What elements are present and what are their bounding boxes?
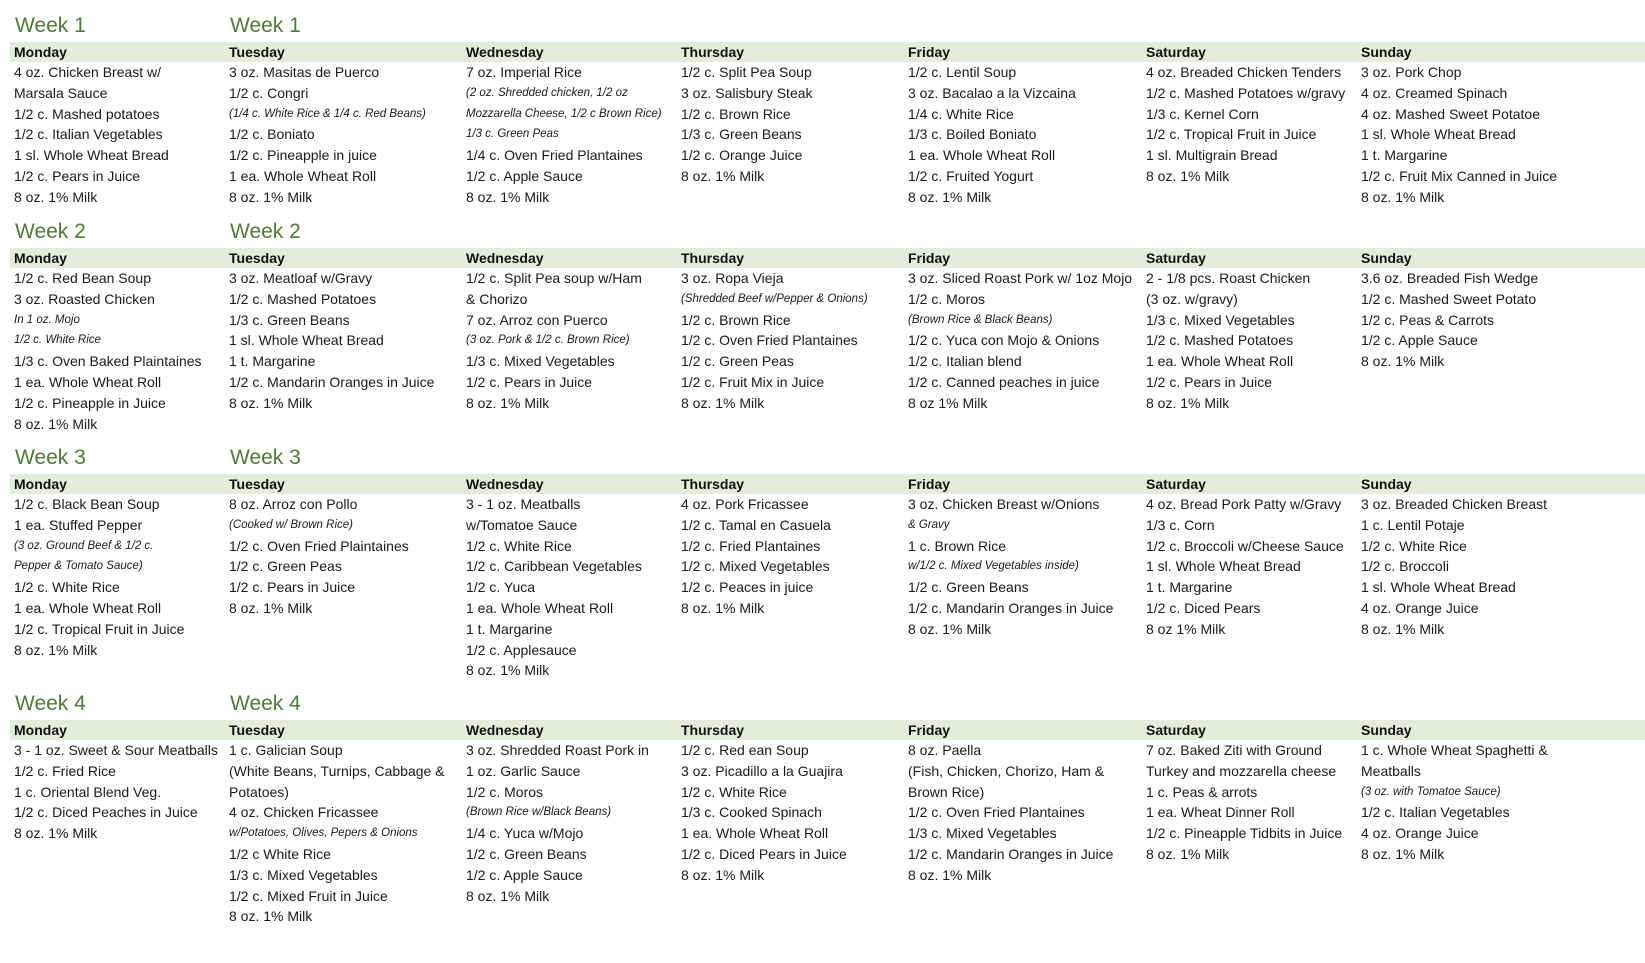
menu-item: 1/3 c. Green Beans — [229, 311, 350, 328]
day-name-friday: Friday — [908, 476, 951, 492]
menu-item: 1/3 c. Mixed Vegetables — [229, 866, 378, 883]
day-name-friday: Friday — [908, 722, 951, 738]
menu-item: (1/4 c. White Rice & 1/4 c. Red Beans) — [229, 107, 426, 120]
menu-item: 1/2 c. White Rice — [14, 334, 101, 347]
menu-item: (Brown Rice & Black Beans) — [908, 313, 1053, 326]
menu-item: 1/2 c. Mixed Fruit in Juice — [229, 887, 388, 904]
menu-item: 1/3 c. Mixed Vegetables — [466, 353, 615, 370]
menu-item: 1 t. Margarine — [1361, 147, 1448, 164]
menu-item: 7 oz. Baked Ziti with Ground — [1146, 742, 1322, 758]
week-label: Week 1 — [15, 14, 86, 37]
menu-item: 1/2 c. Pineapple in Juice — [14, 394, 166, 411]
week-label: Week 3 — [15, 446, 86, 469]
menu-item: 1/4 c. White Rice — [908, 105, 1014, 122]
day-name-tuesday: Tuesday — [229, 250, 285, 266]
day-name-friday: Friday — [908, 44, 951, 60]
menu-item: 1/2 c. Green Peas — [229, 558, 342, 575]
menu-item: 1/2 c. Mashed Potatoes — [229, 290, 377, 307]
menu-item: 8 oz. 1% Milk — [229, 908, 313, 925]
menu-item: Pepper & Tomato Sauce) — [14, 560, 143, 573]
menu-item: 1 c. Galician Soup — [229, 742, 343, 758]
menu-item: 1/2 c. Yuca con Mojo & Onions — [908, 332, 1100, 349]
menu-item: 1/2 c. Mashed Sweet Potato — [1361, 290, 1537, 307]
day-name-sunday: Sunday — [1361, 476, 1412, 492]
menu-item: 1/2 c. Tropical Fruit in Juice — [14, 620, 185, 637]
menu-item: 4 oz. Creamed Spinach — [1361, 84, 1508, 101]
menu-item: (White Beans, Turnips, Cabbage & — [229, 762, 445, 779]
menu-item: 4 oz. Bread Pork Patty w/Gravy — [1146, 496, 1342, 512]
day-name-sunday: Sunday — [1361, 250, 1412, 266]
menu-item: 1 ea. Whole Wheat Roll — [1146, 353, 1294, 370]
menu-item: 3 oz. Breaded Chicken Breast — [1361, 496, 1547, 512]
menu-item: 1/2 c. Black Bean Soup — [14, 496, 160, 512]
day-name-wednesday: Wednesday — [466, 250, 544, 266]
menu-item: 1/2 c. Italian Vegetables — [14, 126, 163, 143]
menu-item: 1/2 c. Tropical Fruit in Juice — [1146, 126, 1317, 143]
menu-item: 1/2 c. Split Pea Soup — [681, 64, 812, 80]
menu-item: 1/2 c. Pineapple in juice — [229, 147, 377, 164]
menu-item: 8 oz. 1% Milk — [229, 188, 313, 205]
menu-item: 3 - 1 oz. Sweet & Sour Meatballs — [14, 742, 218, 758]
menu-item: 1 c. Whole Wheat Spaghetti & — [1361, 742, 1548, 758]
menu-item: 1/3 c. Boiled Boniato — [908, 126, 1037, 143]
day-name-thursday: Thursday — [681, 44, 745, 60]
menu-item: 4 oz. Orange Juice — [1361, 825, 1479, 842]
day-name-tuesday: Tuesday — [229, 476, 285, 492]
menu-item: (3 oz. with Tomatoe Sauce) — [1361, 785, 1501, 798]
menu-item: & Gravy — [908, 518, 950, 531]
menu-item: 8 oz. 1% Milk — [908, 620, 992, 637]
menu-item: 3 oz. Ropa Vieja — [681, 270, 784, 286]
menu-item: 1/4 c. Yuca w/Mojo — [466, 825, 584, 842]
menu-item: Marsala Sauce — [14, 84, 108, 101]
menu-item: 1/2 c. Diced Pears in Juice — [681, 846, 847, 862]
menu-item: 1 sl. Whole Wheat Bread — [1146, 558, 1301, 575]
menu-item: 1/2 c. Fried Rice — [14, 762, 116, 779]
menu-item: 8 oz. 1% Milk — [466, 394, 550, 411]
day-name-wednesday: Wednesday — [466, 476, 544, 492]
menu-item: 8 oz. 1% Milk — [14, 188, 98, 205]
week-label: Week 2 — [230, 220, 301, 243]
menu-item: 3 oz. Sliced Roast Pork w/ 1oz Mojo — [908, 270, 1133, 286]
day-name-thursday: Thursday — [681, 250, 745, 266]
menu-item: 8 oz. 1% Milk — [681, 600, 765, 616]
menu-item: 8 oz. 1% Milk — [681, 866, 765, 883]
day-name-thursday: Thursday — [681, 476, 745, 492]
menu-item: 1/2 c. Diced Peaches in Juice — [14, 804, 198, 821]
menu-item: 1/2 c. Mashed Potatoes — [1146, 332, 1294, 349]
menu-item: (2 oz. Shredded chicken, 1/2 oz — [466, 86, 628, 99]
menu-item: 7 oz. Imperial Rice — [466, 64, 582, 80]
day-name-wednesday: Wednesday — [466, 722, 544, 738]
menu-item: 8 oz. 1% Milk — [466, 662, 550, 679]
menu-item: 3 oz. Chicken Breast w/Onions — [908, 496, 1100, 512]
menu-item: 8 oz. 1% Milk — [681, 168, 765, 184]
menu-item: 3 oz. Shredded Roast Pork in — [466, 742, 649, 758]
menu-item: 1/2 c. White Rice — [1361, 537, 1467, 554]
menu-item: 4 oz. Mashed Sweet Potatoe — [1361, 105, 1540, 122]
menu-item: 1/3 c. Oven Baked Plaintaines — [14, 353, 202, 370]
day-name-saturday: Saturday — [1146, 722, 1206, 738]
menu-item: 1/2 c. White Rice — [681, 783, 787, 800]
menu-item: 1/2 c. Fruit Mix Canned in Juice — [1361, 168, 1558, 184]
menu-item: 1 ea. Stuffed Pepper — [14, 516, 143, 533]
menu-item: 8 oz. 1% Milk — [14, 415, 98, 432]
menu-item: w/Tomatoe Sauce — [466, 516, 578, 533]
day-name-tuesday: Tuesday — [229, 44, 285, 60]
menu-item: 8 oz. 1% Milk — [14, 825, 98, 842]
menu-item: (Cooked w/ Brown Rice) — [229, 518, 353, 531]
menu-item: 3 - 1 oz. Meatballs — [466, 496, 581, 512]
menu-item: 1 c. Peas & arrots — [1146, 783, 1258, 800]
menu-item: 8 oz. 1% Milk — [1361, 353, 1445, 370]
menu-item: 1/2 c. Fried Plantaines — [681, 537, 821, 554]
menu-item: 8 oz. 1% Milk — [466, 188, 550, 205]
week-label: Week 3 — [230, 446, 301, 469]
menu-item: 1/4 c. Oven Fried Plantaines — [466, 147, 643, 164]
menu-item: 1/2 c. Green Beans — [908, 579, 1029, 596]
menu-item: 1/2 c. Peas & Carrots — [1361, 311, 1495, 328]
menu-item: 1 ea. Whole Wheat Roll — [14, 374, 162, 390]
menu-item: 8 oz. 1% Milk — [466, 887, 550, 904]
day-name-monday: Monday — [14, 476, 67, 492]
menu-item: 1/2 c. Red Bean Soup — [14, 270, 151, 286]
menu-item: 1/2 c. Mashed potatoes — [14, 105, 160, 122]
menu-item: 1/2 c. Diced Pears — [1146, 600, 1261, 616]
menu-item: Potatoes) — [229, 783, 289, 800]
menu-item: 1/2 c. Green Peas — [681, 353, 794, 370]
menu-item: 1/2 c. Pears in Juice — [1146, 374, 1273, 390]
menu-item: 1 sl. Whole Wheat Bread — [14, 147, 169, 164]
menu-item: 1/2 c. Boniato — [229, 126, 315, 143]
menu-item: 1/2 c. Italian Vegetables — [1361, 804, 1510, 821]
menu-item: 1/2 c. Pears in Juice — [229, 579, 356, 596]
menu-item: 1/3 c. Mixed Vegetables — [908, 825, 1057, 842]
menu-item: 8 oz. 1% Milk — [681, 394, 765, 411]
menu-item: 8 oz. 1% Milk — [1146, 168, 1230, 184]
menu-item: 3 oz. Picadillo a la Guajira — [681, 762, 843, 779]
menu-item: 1 c. Lentil Potaje — [1361, 516, 1465, 533]
menu-item: 1/2 c. Split Pea soup w/Ham — [466, 270, 642, 286]
menu-item: 1 ea. Whole Wheat Roll — [466, 600, 614, 616]
menu-item: 1/2 c. Broccoli w/Cheese Sauce — [1146, 537, 1344, 554]
menu-item: 1/2 c. Caribbean Vegetables — [466, 558, 642, 575]
menu-item: 1 ea. Wheat Dinner Roll — [1146, 804, 1295, 821]
week-label: Week 4 — [15, 692, 86, 715]
menu-item: 1/2 c. Tamal en Casuela — [681, 516, 831, 533]
day-name-sunday: Sunday — [1361, 722, 1412, 738]
menu-item: 1/3 c. Corn — [1146, 516, 1215, 533]
menu-item: 8 oz. Arroz con Pollo — [229, 496, 358, 512]
menu-item: 4 oz. Orange Juice — [1361, 600, 1479, 616]
menu-item: 8 oz. 1% Milk — [229, 600, 313, 616]
menu-item: 1/2 c. Pears in Juice — [14, 168, 141, 184]
menu-item: 1/2 c. Apple Sauce — [466, 168, 583, 184]
menu-item: 1/2 c. Oven Fried Plaintaines — [229, 537, 409, 554]
menu-item: 1/2 c. White Rice — [466, 537, 572, 554]
menu-item: 7 oz. Arroz con Puerco — [466, 311, 608, 328]
menu-item: (Shredded Beef w/Pepper & Onions) — [681, 292, 868, 305]
day-name-monday: Monday — [14, 722, 67, 738]
menu-item: 1/2 c. Green Beans — [466, 846, 587, 862]
day-name-sunday: Sunday — [1361, 44, 1412, 60]
menu-item: 3.6 oz. Breaded Fish Wedge — [1361, 270, 1539, 286]
menu-item: 1/3 c. Green Peas — [466, 128, 559, 141]
menu-item: 1/2 c. Yuca — [466, 579, 536, 596]
menu-item: 1 sl. Whole Wheat Bread — [1361, 579, 1516, 596]
menu-item: 3 oz. Meatloaf w/Gravy — [229, 270, 373, 286]
menu-item: 1/2 c. Moros — [466, 783, 544, 800]
menu-item: 1/2 c. Mandarin Oranges in Juice — [908, 600, 1114, 616]
menu-item: 8 oz. 1% Milk — [14, 641, 98, 658]
menu-item: 1/2 c White Rice — [229, 846, 331, 862]
menu-item: w/1/2 c. Mixed Vegetables inside) — [908, 560, 1079, 573]
menu-item: 1/3 c. Mixed Vegetables — [1146, 311, 1295, 328]
menu-item: w/Potatoes, Olives, Pepers & Onions — [229, 827, 418, 840]
menu-item: 1/2 c. Lentil Soup — [908, 64, 1017, 80]
menu-item: 1/2 c. Pineapple Tidbits in Juice — [1146, 825, 1343, 842]
day-name-wednesday: Wednesday — [466, 44, 544, 60]
day-name-saturday: Saturday — [1146, 476, 1206, 492]
menu-item: 1/2 c. Red ean Soup — [681, 742, 809, 758]
week-label: Week 1 — [230, 14, 301, 37]
menu-item: 1/2 c. Oven Fried Plantaines — [681, 332, 858, 349]
menu-item: 1/3 c. Green Beans — [681, 126, 802, 143]
menu-item: Meatballs — [1361, 762, 1421, 779]
menu-item: 1/2 c. White Rice — [14, 579, 120, 596]
week-label: Week 2 — [15, 220, 86, 243]
menu-item: 1/2 c. Apple Sauce — [466, 866, 583, 883]
menu-item: 1 sl. Whole Wheat Bread — [229, 332, 384, 349]
menu-item: 1 t. Margarine — [1146, 579, 1233, 596]
menu-item: 4 oz. Pork Fricassee — [681, 496, 809, 512]
menu-item: (3 oz. w/gravy) — [1146, 290, 1238, 307]
menu-item: 4 oz. Chicken Fricassee — [229, 804, 379, 821]
menu-item: 3 oz. Roasted Chicken — [14, 290, 155, 307]
menu-item: 1/2 c. Brown Rice — [681, 311, 791, 328]
menu-item: Brown Rice) — [908, 783, 985, 800]
menu-item: 1/3 c. Cooked Spinach — [681, 804, 822, 821]
menu-item: 1/2 c. Mixed Vegetables — [681, 558, 830, 575]
menu-item: 1 sl. Multigrain Bread — [1146, 147, 1278, 164]
menu-item: 3 oz. Bacalao a la Vizcaina — [908, 84, 1076, 101]
menu-item: (Fish, Chicken, Chorizo, Ham & — [908, 762, 1105, 779]
day-name-thursday: Thursday — [681, 722, 745, 738]
menu-item: 1 t. Margarine — [229, 353, 316, 370]
menu-item: 8 oz. 1% Milk — [1361, 620, 1445, 637]
day-name-monday: Monday — [14, 250, 67, 266]
menu-item: 4 oz. Breaded Chicken Tenders — [1146, 64, 1342, 80]
menu-item: 1/3 c. Kernel Corn — [1146, 105, 1259, 122]
menu-item: 3 oz. Masitas de Puerco — [229, 64, 380, 80]
menu-item: 8 oz. 1% Milk — [229, 394, 313, 411]
menu-item: 1/2 c. Italian blend — [908, 353, 1022, 370]
menu-item: 1/2 c. Mandarin Oranges in Juice — [229, 374, 435, 390]
menu-item: 8 oz 1% Milk — [1146, 620, 1226, 637]
menu-item: 1/2 c. Pears in Juice — [466, 374, 593, 390]
menu-item: 1/2 c. Orange Juice — [681, 147, 803, 164]
day-name-saturday: Saturday — [1146, 250, 1206, 266]
menu-item: 8 oz. 1% Milk — [1146, 394, 1230, 411]
menu-item: & Chorizo — [466, 290, 528, 307]
menu-item: (3 oz. Ground Beef & 1/2 c. — [14, 539, 154, 552]
menu-item: 2 - 1/8 pcs. Roast Chicken — [1146, 270, 1311, 286]
menu-item: 1/2 c. Brown Rice — [681, 105, 791, 122]
menu-item: 8 oz. 1% Milk — [1361, 846, 1445, 862]
menu-item: 1 ea. Whole Wheat Roll — [14, 600, 162, 616]
menu-item: 8 oz 1% Milk — [908, 394, 988, 411]
menu-item: 1 c. Oriental Blend Veg. — [14, 783, 162, 800]
menu-item: 1/2 c. Moros — [908, 290, 986, 307]
day-name-monday: Monday — [14, 44, 67, 60]
menu-item: 1/2 c. Broccoli — [1361, 558, 1449, 575]
menu-item: 1/2 c. Applesauce — [466, 641, 577, 658]
menu-item: 1 ea. Whole Wheat Roll — [229, 168, 377, 184]
menu-item: 1 t. Margarine — [466, 620, 553, 637]
menu-item: 8 oz. 1% Milk — [1361, 188, 1445, 205]
menu-item: 1/2 c. Fruited Yogurt — [908, 168, 1034, 184]
week-label: Week 4 — [230, 692, 301, 715]
menu-item: 1 ea. Whole Wheat Roll — [681, 825, 829, 842]
menu-item: (3 oz. Pork & 1/2 c. Brown Rice) — [466, 334, 630, 347]
menu-item: 8 oz. 1% Milk — [908, 866, 992, 883]
menu-item: Turkey and mozzarella cheese — [1146, 762, 1337, 779]
menu-item: 1/2 c. Mashed Potatoes w/gravy — [1146, 84, 1346, 101]
menu-item: 1 oz. Garlic Sauce — [466, 762, 581, 779]
menu-item: 8 oz. 1% Milk — [908, 188, 992, 205]
menu-item: 1/2 c. Fruit Mix in Juice — [681, 374, 825, 390]
menu-item: 1/2 c. Canned peaches in juice — [908, 374, 1100, 390]
menu-item: In 1 oz. Mojo — [14, 313, 80, 326]
menu-item: 3 oz. Pork Chop — [1361, 64, 1462, 80]
menu-item: 1 c. Brown Rice — [908, 537, 1007, 554]
menu-item: 1/2 c. Congri — [229, 84, 309, 101]
menu-item: 1/2 c. Oven Fried Plantaines — [908, 804, 1085, 821]
menu-item: 3 oz. Salisbury Steak — [681, 84, 813, 101]
menu-item: (Brown Rice w/Black Beans) — [466, 806, 612, 819]
day-name-tuesday: Tuesday — [229, 722, 285, 738]
menu-item: 1/2 c. Apple Sauce — [1361, 332, 1478, 349]
day-name-saturday: Saturday — [1146, 44, 1206, 60]
menu-item: 4 oz. Chicken Breast w/ — [14, 64, 162, 80]
day-name-friday: Friday — [908, 250, 951, 266]
menu-item: 8 oz. 1% Milk — [1146, 846, 1230, 862]
menu-item: 1/2 c. Mandarin Oranges in Juice — [908, 846, 1114, 862]
menu-item: 1/2 c. Peaces in juice — [681, 579, 814, 596]
menu-item: 8 oz. Paella — [908, 742, 982, 758]
menu-item: Mozzarella Cheese, 1/2 c Brown Rice) — [466, 107, 662, 120]
menu-item: 1 sl. Whole Wheat Bread — [1361, 126, 1516, 143]
menu-item: 1 ea. Whole Wheat Roll — [908, 147, 1056, 164]
